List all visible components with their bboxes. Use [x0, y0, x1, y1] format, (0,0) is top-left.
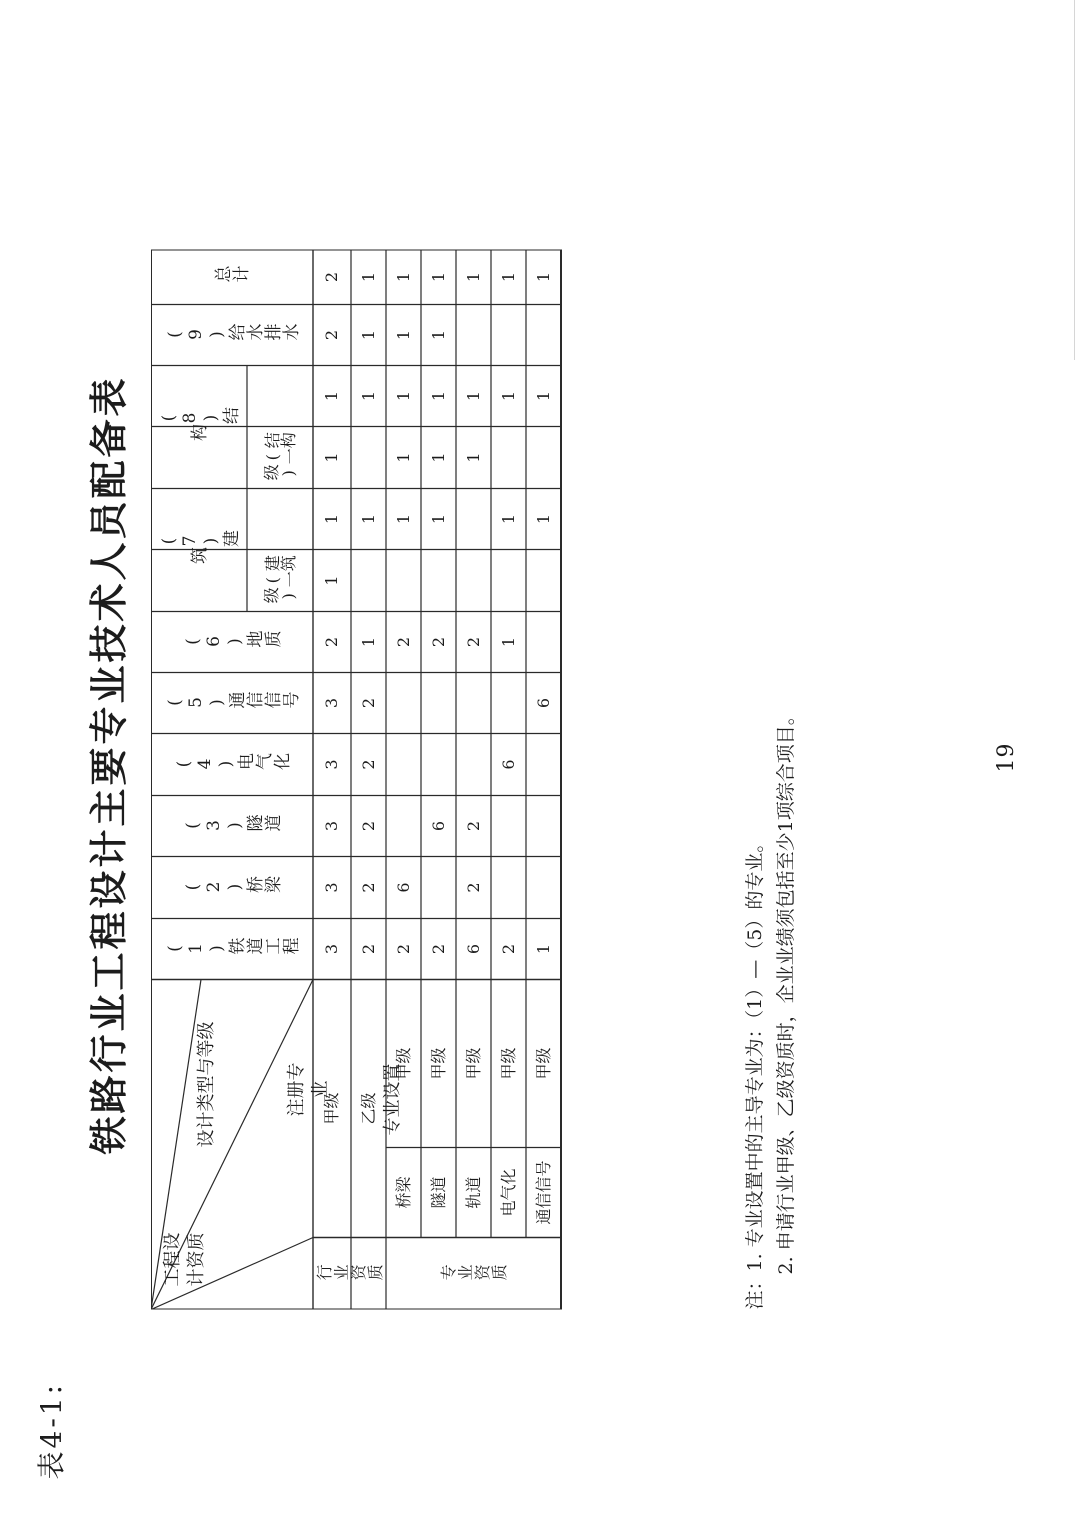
cell-r0-c6 [313, 549, 351, 611]
column-header-c2 [151, 856, 313, 918]
cell-r4-c1 [456, 856, 491, 918]
cell-r2-c7-text: 1 [393, 513, 413, 524]
cell-r6-c8 [526, 426, 561, 488]
column-header-total-text: 总计 [214, 266, 250, 286]
cell-r4-c11 [456, 249, 491, 304]
column-header-c4-text: (4)电气化 [173, 753, 291, 774]
cell-r2-c3 [386, 733, 421, 795]
cell-r0-c7 [313, 488, 351, 549]
column-header-c8 [151, 365, 247, 488]
cell-r0-c2-text: 3 [322, 820, 342, 831]
cell-r3-c5-text: 2 [428, 636, 448, 647]
cell-r5-c3-text: 6 [498, 758, 518, 770]
cell-r6-c9-text: 1 [533, 390, 553, 401]
cell-r0-c11-text: 2 [322, 271, 342, 282]
cell-r6-c11-text: 1 [533, 271, 553, 282]
row-level-0-text: 甲级 [322, 1092, 342, 1125]
cell-r1-c5 [351, 611, 386, 672]
cell-r5-c11-text: 1 [498, 271, 518, 282]
cell-r2-c11 [386, 249, 421, 304]
cell-r5-c6 [491, 549, 526, 611]
row-level-2 [386, 979, 421, 1147]
group-label-industry-text: 行业资质 [315, 1263, 384, 1283]
cell-r4-c6 [456, 549, 491, 611]
cell-r6-c6 [526, 549, 561, 611]
corner-right-text: 设计类型与等级 [196, 1021, 217, 1147]
cell-r1-c9 [351, 365, 386, 426]
cell-r0-c3 [313, 733, 351, 795]
cell-r3-c11 [421, 249, 456, 304]
staffing-table [151, 249, 726, 1309]
cell-r3-c0-text: 2 [428, 943, 448, 954]
cell-r5-c2 [491, 795, 526, 856]
cell-r4-c2 [456, 795, 491, 856]
cell-r2-c5 [386, 611, 421, 672]
cell-r2-c9-text: 1 [393, 390, 413, 401]
column-header-c7-text: (7)建筑 [158, 530, 240, 568]
cell-r3-c7 [421, 488, 456, 549]
cell-r0-c11 [313, 249, 351, 304]
cell-r6-c4-text: 6 [533, 697, 553, 708]
cell-r4-c5-text: 2 [463, 636, 483, 647]
document-title: 铁路行业工程设计主要专业技术人员配备表 [87, 375, 131, 1155]
row-level-5 [491, 979, 526, 1147]
cell-r3-c4 [421, 672, 456, 733]
cell-r0-c0-text: 3 [322, 943, 342, 954]
column-subheader-c7-text: 建筑(一级) [262, 554, 298, 606]
column-header-c9 [151, 304, 313, 365]
cell-r0-c4-text: 3 [322, 697, 342, 708]
cell-r5-c10 [491, 304, 526, 365]
column-header-c1 [151, 918, 313, 979]
cell-r1-c3-text: 2 [358, 758, 378, 770]
cell-r0-c1-text: 3 [322, 881, 342, 893]
corner-label-engineering-qualification [161, 1229, 209, 1289]
cell-r4-c3 [456, 733, 491, 795]
column-header-c7 [151, 488, 247, 611]
cell-r1-c10 [351, 304, 386, 365]
cell-r3-c9 [421, 365, 456, 426]
cell-r4-c0-text: 6 [463, 943, 483, 954]
column-header-total [151, 249, 313, 304]
cell-r0-c7-text: 1 [322, 513, 342, 524]
cell-r0-c5 [313, 611, 351, 672]
note-line-1: 注：1. 专业设置中的主导专业为：（1）—（5）的专业。 [744, 833, 766, 1309]
group-label-industry [313, 1237, 386, 1309]
cell-r2-c10 [386, 304, 421, 365]
row-type-6-text: 通信信号 [533, 1160, 553, 1225]
row-type-2-text: 桥梁 [393, 1176, 413, 1209]
cell-r2-c2 [386, 795, 421, 856]
column-header-c4 [151, 733, 313, 795]
cell-r3-c9-text: 1 [428, 390, 448, 401]
cell-r3-c8-text: 1 [428, 451, 448, 463]
row-type-3 [421, 1147, 456, 1237]
cell-r6-c7-text: 1 [533, 513, 553, 524]
cell-r0-c1 [313, 856, 351, 918]
column-header-c5 [151, 672, 313, 733]
cell-r0-c8-text: 1 [322, 451, 342, 463]
cell-r5-c5-text: 1 [498, 636, 518, 647]
cell-r4-c4 [456, 672, 491, 733]
cell-r3-c8 [421, 426, 456, 488]
cell-r1-c1-text: 2 [358, 881, 378, 893]
column-header-c9-text: (9)给水排水 [164, 324, 300, 344]
cell-r4-c7 [456, 488, 491, 549]
cell-r1-c5-text: 1 [358, 636, 378, 647]
cell-r2-c10-text: 1 [393, 329, 413, 340]
cell-r1-c0-text: 2 [358, 943, 378, 954]
cell-r3-c3 [421, 733, 456, 795]
row-type-5 [491, 1147, 526, 1237]
row-type-2 [386, 1147, 421, 1237]
cell-r2-c8 [386, 426, 421, 488]
cell-r4-c11-text: 1 [463, 271, 483, 282]
cell-r0-c2 [313, 795, 351, 856]
cell-r3-c2 [421, 795, 456, 856]
column-header-c6 [151, 611, 313, 672]
column-header-c6-text: (6)地质 [182, 631, 282, 651]
cell-r5-c5 [491, 611, 526, 672]
note-line-2: 2. 申请行业甲级、乙级资质时，企业业绩须包括至少1项综合项目。 [775, 705, 797, 1274]
cell-r1-c6 [351, 549, 386, 611]
row-type-3-text: 隧道 [428, 1176, 448, 1209]
cell-r1-c7 [351, 488, 386, 549]
table-label: 表4-1: [35, 1381, 68, 1479]
row-level-3 [421, 979, 456, 1147]
cell-r3-c0 [421, 918, 456, 979]
cell-r0-c8 [313, 426, 351, 488]
column-header-c8-text: (8)结构 [158, 407, 240, 445]
row-level-2-text: 甲级 [393, 1047, 413, 1080]
cell-r2-c4 [386, 672, 421, 733]
cell-r2-c11-text: 1 [393, 271, 413, 282]
cell-r5-c9-text: 1 [498, 390, 518, 401]
cell-r1-c9-text: 1 [358, 390, 378, 401]
row-level-1-text: 乙级 [358, 1092, 378, 1125]
corner-left-text: 工程设计资质 [162, 1232, 207, 1286]
cell-r1-c11 [351, 249, 386, 304]
cell-r1-c1 [351, 856, 386, 918]
cell-r5-c9 [491, 365, 526, 426]
corner-mid-text: 注册专业 [286, 1062, 331, 1116]
cell-r3-c5 [421, 611, 456, 672]
cell-r3-c10-text: 1 [428, 329, 448, 340]
cell-r4-c10 [456, 304, 491, 365]
page-number: 19 [994, 742, 1019, 772]
cell-r5-c8 [491, 426, 526, 488]
cell-r1-c8 [351, 426, 386, 488]
cell-r2-c0 [386, 918, 421, 979]
cell-r5-c11 [491, 249, 526, 304]
cell-r5-c0 [491, 918, 526, 979]
cell-r1-c0 [351, 918, 386, 979]
cell-r0-c10-text: 2 [322, 329, 342, 340]
column-header-c2-text: (2)桥梁 [182, 876, 282, 897]
cell-r4-c5 [456, 611, 491, 672]
cell-r1-c11-text: 1 [358, 271, 378, 282]
corner-top-text: 专业设置 [382, 1063, 403, 1135]
cell-r4-c8-text: 1 [463, 451, 483, 463]
row-level-1 [351, 979, 386, 1237]
cell-r1-c10-text: 1 [358, 329, 378, 340]
column-header-c3 [151, 795, 313, 856]
cell-r2-c9 [386, 365, 421, 426]
cell-r3-c1 [421, 856, 456, 918]
column-subheader-c7 [247, 550, 313, 612]
cell-r6-c11 [526, 249, 561, 304]
cell-r2-c1 [386, 856, 421, 918]
cell-r0-c0 [313, 918, 351, 979]
cell-r1-c3 [351, 733, 386, 795]
column-header-c5-text: (5)通信信号 [164, 692, 300, 712]
cell-r5-c0-text: 2 [498, 943, 518, 954]
cell-r6-c7 [526, 488, 561, 549]
cell-r6-c0 [526, 918, 561, 979]
cell-r5-c1 [491, 856, 526, 918]
cell-r0-c10 [313, 304, 351, 365]
row-level-0 [313, 979, 351, 1237]
group-label-specialty-text: 专业资质 [439, 1263, 508, 1283]
cell-r2-c8-text: 1 [393, 451, 413, 463]
cell-r6-c10 [526, 304, 561, 365]
cell-r6-c5 [526, 611, 561, 672]
cell-r1-c4 [351, 672, 386, 733]
column-header-c3-text: (3)隧道 [182, 815, 282, 835]
row-level-5-text: 甲级 [498, 1047, 518, 1080]
cell-r1-c2 [351, 795, 386, 856]
group-label-specialty [386, 1237, 561, 1309]
cell-r6-c4 [526, 672, 561, 733]
cell-r6-c3 [526, 733, 561, 795]
column-subheader-c8 [247, 427, 313, 489]
cell-r5-c4 [491, 672, 526, 733]
cell-r6-c2 [526, 795, 561, 856]
cell-r3-c10 [421, 304, 456, 365]
cell-r0-c6-text: 1 [322, 574, 342, 586]
cell-r5-c3 [491, 733, 526, 795]
cell-r4-c8 [456, 426, 491, 488]
cell-r0-c9-text: 1 [322, 390, 342, 401]
column-header-c1-text: (1)铁道工程 [164, 938, 300, 958]
cell-r2-c7 [386, 488, 421, 549]
cell-r1-c2-text: 2 [358, 820, 378, 831]
row-type-5-text: 电气化 [498, 1168, 518, 1217]
cell-r6-c0-text: 1 [533, 943, 553, 954]
cell-r4-c9 [456, 365, 491, 426]
row-level-6 [526, 979, 561, 1147]
cell-r2-c6 [386, 549, 421, 611]
cell-r0-c4 [313, 672, 351, 733]
cell-r2-c0-text: 2 [393, 943, 413, 954]
cell-r4-c2-text: 2 [463, 820, 483, 831]
cell-r6-c9 [526, 365, 561, 426]
cell-r4-c9-text: 1 [463, 390, 483, 401]
row-type-4-text: 轨道 [463, 1176, 483, 1209]
row-level-4 [456, 979, 491, 1147]
cell-r3-c6 [421, 549, 456, 611]
cell-r4-c1-text: 2 [463, 881, 483, 893]
row-level-3-text: 甲级 [428, 1047, 448, 1080]
cell-r1-c7-text: 1 [358, 513, 378, 524]
column-subheader-c8-text: 结构(一级) [262, 431, 298, 483]
cell-r5-c7-text: 1 [498, 513, 518, 524]
cell-r3-c7-text: 1 [428, 513, 448, 524]
cell-r4-c0 [456, 918, 491, 979]
row-type-4 [456, 1147, 491, 1237]
cell-r2-c5-text: 2 [393, 636, 413, 647]
cell-r5-c7 [491, 488, 526, 549]
cell-r1-c4-text: 2 [358, 697, 378, 708]
row-level-4-text: 甲级 [463, 1047, 483, 1080]
cell-r3-c11-text: 1 [428, 271, 448, 282]
row-level-6-text: 甲级 [533, 1047, 553, 1080]
cell-r6-c1 [526, 856, 561, 918]
cell-r0-c9 [313, 365, 351, 426]
row-type-6 [526, 1147, 561, 1237]
cell-r3-c2-text: 6 [428, 820, 448, 831]
cell-r0-c5-text: 2 [322, 636, 342, 647]
corner-label-design-type [195, 1019, 219, 1149]
cell-r0-c3-text: 3 [322, 758, 342, 770]
cell-r2-c1-text: 6 [393, 881, 413, 893]
